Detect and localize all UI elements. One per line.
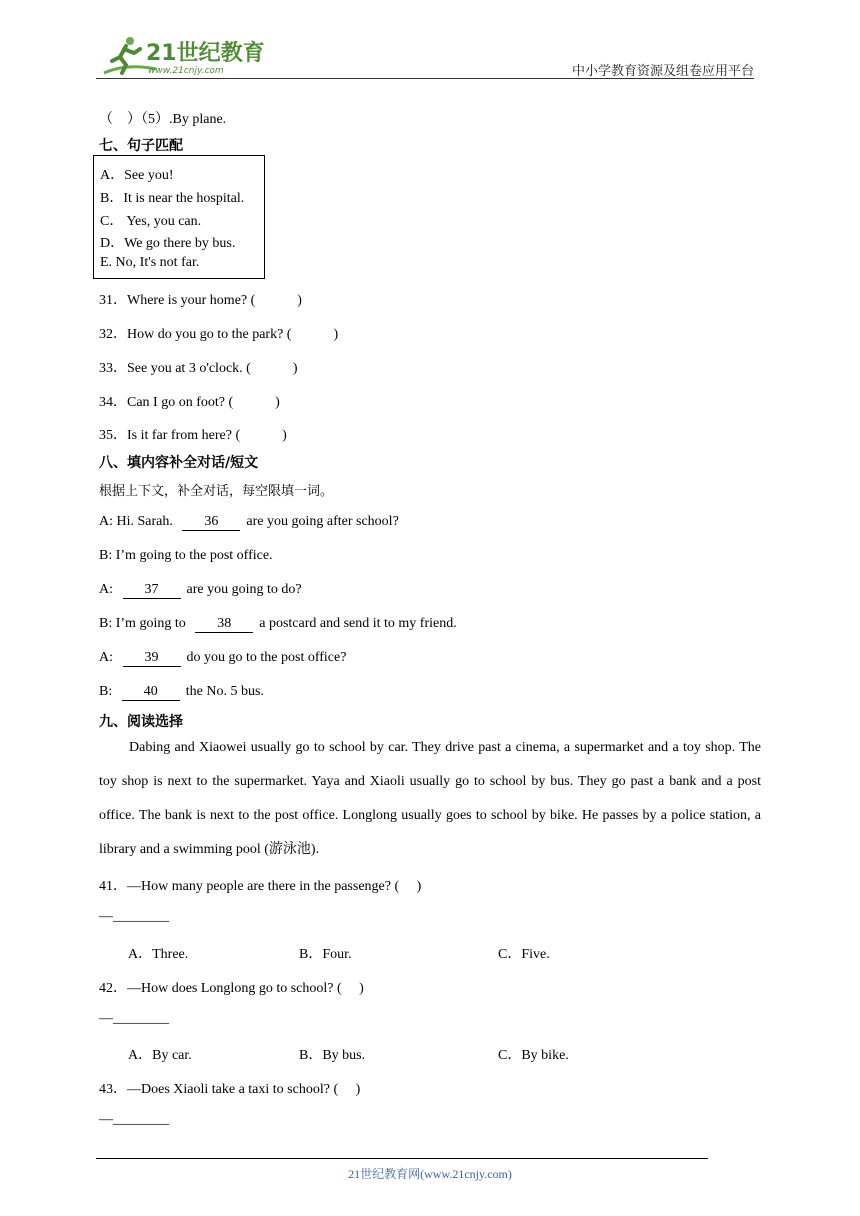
option-c: C． Yes, you can. bbox=[100, 214, 202, 229]
option-a: A．See you! bbox=[100, 168, 174, 183]
runner-logo-icon bbox=[96, 33, 266, 77]
blank-38[interactable]: 38 bbox=[195, 616, 253, 633]
question-41: 41．—How many people are there in the passenge? ( ) bbox=[99, 879, 422, 894]
blank-40[interactable]: 40 bbox=[122, 684, 180, 701]
section-8-instruction: 根据上下文，补全对话，每空限填一词。 bbox=[99, 484, 334, 499]
footer-divider bbox=[96, 1158, 708, 1159]
dialogue-line-36: A: Hi. Sarah. 36 are you going after school? bbox=[99, 514, 399, 529]
answer-line-43[interactable]: —________ bbox=[99, 1112, 169, 1127]
question-33: 33．See you at 3 o'clock. ( ) bbox=[99, 361, 298, 376]
option-b: B．It is near the hospital. bbox=[100, 191, 245, 206]
site-logo bbox=[96, 33, 266, 77]
dialogue-line-40: B: 40 the No. 5 bus. bbox=[99, 684, 264, 699]
reading-passage: Dabing and Xiaowei usually go to school by car. They drive past a cinema, a supermarket and a toy shop. The toy shop is next to the supermarket. Yaya and Xiaoli usually go to school by bus. They go past a bank and a post office. The bank is next to the post office. Longlong usually goes to school by bike. He passes by a police station, a library and a swimming pool (游泳池). bbox=[99, 740, 761, 857]
blank-36[interactable]: 36 bbox=[182, 514, 240, 531]
dialogue-line-b1: B: I’m going to the post office. bbox=[99, 548, 273, 563]
question-35: 35．Is it far from here? ( ) bbox=[99, 428, 287, 443]
option-d: D．We go there by bus. bbox=[100, 236, 236, 251]
blank-37[interactable]: 37 bbox=[123, 582, 181, 599]
blank-39[interactable]: 39 bbox=[123, 650, 181, 667]
platform-name: 中小学教育资源及组卷应用平台 bbox=[571, 63, 754, 78]
question-34: 34．Can I go on foot? ( ) bbox=[99, 395, 280, 410]
section-8-title: 八、填内容补全对话/短文 bbox=[99, 455, 259, 471]
choice-42-b[interactable]: B．By bus. bbox=[299, 1048, 366, 1063]
choice-41-b[interactable]: B．Four. bbox=[299, 947, 352, 962]
footer-text[interactable]: 21世纪教育网(www.21cnjy.com) bbox=[348, 1167, 512, 1181]
choice-42-c[interactable]: C．By bike. bbox=[498, 1048, 569, 1063]
header-divider bbox=[96, 78, 754, 79]
svg-text:21世纪教育: 21世纪教育 bbox=[146, 41, 265, 66]
question-32: 32．How do you go to the park? ( ) bbox=[99, 327, 339, 342]
dialogue-line-39: A: 39 do you go to the post office? bbox=[99, 650, 347, 665]
option-e: E. No, It's not far. bbox=[100, 255, 200, 270]
choice-42-a[interactable]: A．By car. bbox=[128, 1048, 192, 1063]
section-9-title: 九、阅读选择 bbox=[99, 714, 183, 730]
answer-line-41[interactable]: —________ bbox=[99, 909, 169, 924]
answer-line-42[interactable]: —________ bbox=[99, 1011, 169, 1026]
dialogue-line-38: B: I’m going to 38 a postcard and send it to my friend. bbox=[99, 616, 457, 631]
choice-41-a[interactable]: A．Three. bbox=[128, 947, 189, 962]
choice-41-c[interactable]: C．Five. bbox=[498, 947, 550, 962]
section-7-title: 七、句子匹配 bbox=[99, 138, 183, 154]
question-43: 43．—Does Xiaoli take a taxi to school? ( ) bbox=[99, 1082, 361, 1097]
question-31: 31．Where is your home? ( ) bbox=[99, 293, 302, 308]
question-30-tail: （ ）（5）.By plane. bbox=[99, 112, 227, 127]
dialogue-line-37: A: 37 are you going to do? bbox=[99, 582, 302, 597]
svg-text:www.21cnjy.com: www.21cnjy.com bbox=[148, 66, 224, 76]
question-42: 42．—How does Longlong go to school? ( ) bbox=[99, 981, 364, 996]
